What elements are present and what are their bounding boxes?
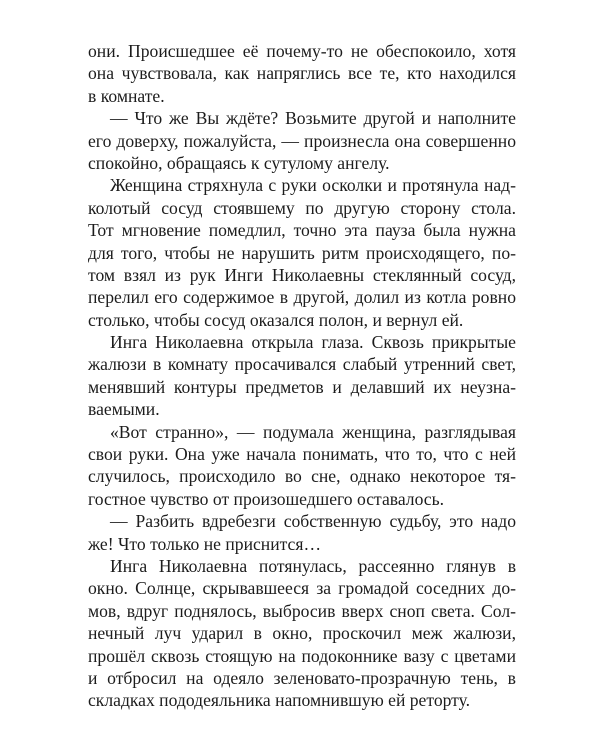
text-line: мов, вдруг поднялось, выбросив вверх сноп света. Сол- bbox=[88, 600, 516, 621]
text-line: свои руки. Она уже начала понимать, что то, что с ней bbox=[88, 444, 516, 465]
text-line: менявший контуры предметов и делавший их неузна- bbox=[88, 376, 516, 397]
text-line: том взял из рук Инги Николаевны стеклянный сосуд, bbox=[88, 264, 516, 285]
text-line: они. Происшедшее её почему-то не обеспокоило, хотя bbox=[88, 41, 516, 61]
text-line: — Что же Вы ждёте? Возьмите другой и наполните bbox=[110, 108, 516, 129]
paragraph bbox=[88, 510, 516, 555]
paragraph bbox=[88, 331, 516, 421]
text-line: спокойно, обращаясь к сутулому ангелу. bbox=[88, 152, 390, 173]
paragraph bbox=[88, 174, 516, 331]
paragraph bbox=[88, 555, 516, 712]
text-line: окно. Солнце, скрывавшееся за громадой соседних до- bbox=[88, 578, 516, 599]
text-line: ваемыми. bbox=[88, 399, 160, 420]
text-line: гостное чувство от произошедшего оставалось. bbox=[88, 488, 445, 509]
text-line: же! Что только не приснится… bbox=[88, 533, 322, 554]
text-line: Инга Николаевна потянулась, рассеянно глянув в bbox=[110, 555, 516, 576]
text-line: складках пододеяльника напомнившую ей реторту. bbox=[88, 690, 471, 711]
text-line: в комнате. bbox=[88, 85, 165, 106]
paragraph bbox=[88, 421, 516, 511]
text-line: колотый сосуд стоявшему по другую сторону стола. bbox=[88, 197, 516, 218]
text-line: перелил его содержимое в другой, долил из котла ровно bbox=[88, 287, 516, 308]
text-line: Инга Николаевна открыла глаза. Сквозь прикрытые bbox=[110, 332, 516, 353]
text-line: Женщина стряхнула с руки осколки и протянула над- bbox=[110, 175, 516, 196]
text-line: нечный луч ударил в окно, проскочил меж жалюзи, bbox=[88, 623, 516, 644]
text-line: Тот мгновение помедлил, точно эта пауза была нужна bbox=[88, 220, 516, 241]
text-line: — Разбить вдребезги собственную судьбу, это надо bbox=[110, 511, 516, 532]
book-page-text bbox=[88, 40, 516, 712]
text-line: его доверху, пожалуйста, — произнесла она совершенно bbox=[88, 130, 516, 151]
text-line: случилось, происходило во сне, однако некоторое тя- bbox=[88, 466, 516, 487]
text-line: жалюзи в комнату просачивался слабый утренний свет, bbox=[88, 354, 516, 375]
text-line: «Вот странно», — подумала женщина, разглядывая bbox=[110, 421, 516, 442]
text-line: столько, чтобы сосуд оказался полон, и вернул ей. bbox=[88, 309, 464, 330]
paragraph bbox=[88, 107, 516, 174]
paragraph bbox=[88, 40, 516, 107]
text-line: она чувствовала, как напряглись все те, кто находился bbox=[88, 63, 516, 84]
text-line: прошёл сквозь стоящую на подоконнике вазу с цветами bbox=[88, 645, 516, 666]
text-line: для того, чтобы не нарушить ритм происходящего, по- bbox=[88, 242, 516, 263]
text-line: и отбросил на одеяло зеленовато-прозрачную тень, в bbox=[88, 667, 516, 688]
